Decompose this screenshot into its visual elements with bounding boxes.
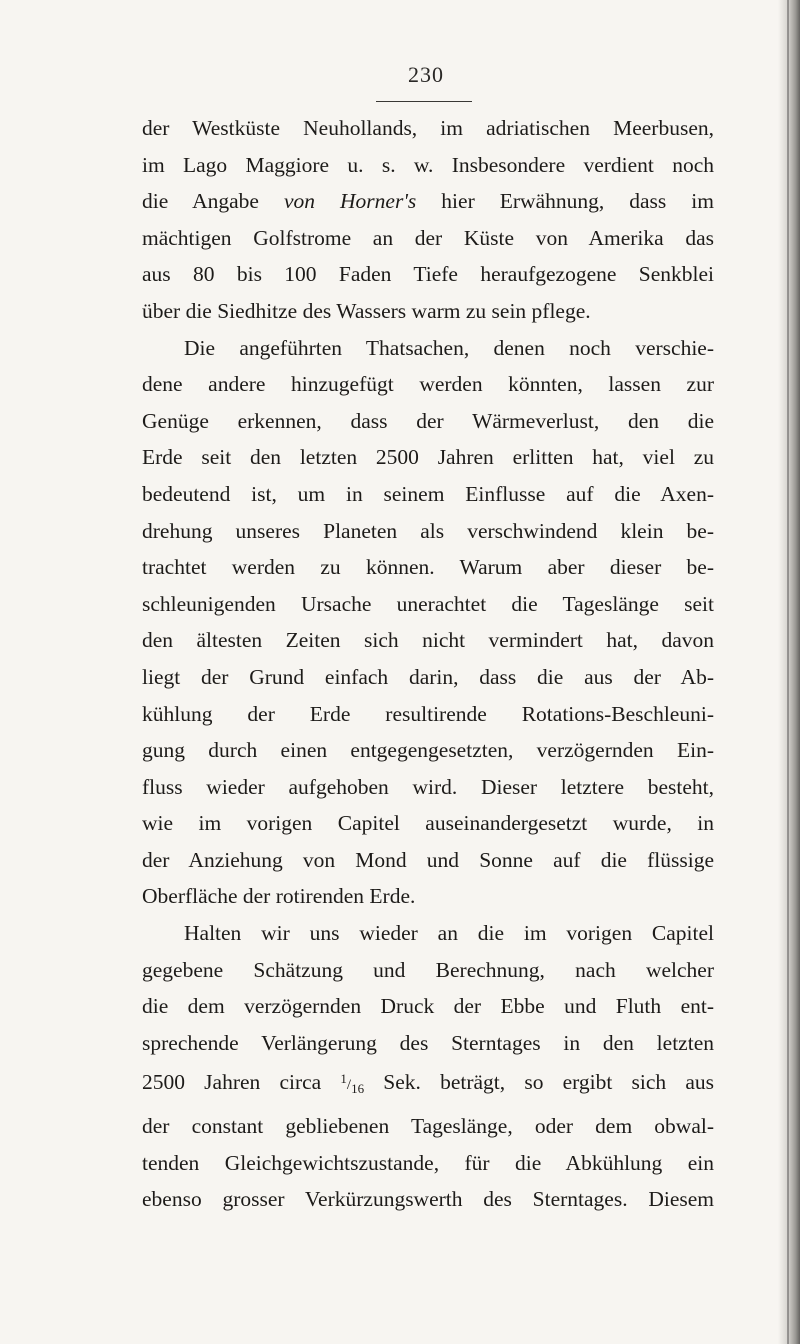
- paragraph-2: [142, 330, 714, 916]
- text-line: Oberfläche der rotirenden Erde.: [142, 884, 416, 909]
- fraction-numerator: 1: [340, 1071, 347, 1087]
- text-line: dene andere hinzugefügt werden könnten, lassen zur: [142, 372, 714, 397]
- paragraph-3: [142, 915, 714, 1218]
- text-line: die dem verzögernden Druck der Ebbe und Fluth ent-: [142, 994, 714, 1019]
- text-line: wie im vorigen Capitel auseinandergesetzt wurde, in: [142, 811, 714, 836]
- text-line-with-fraction: [142, 1061, 714, 1108]
- text-line: Halten wir uns wieder an die im vorigen Capitel: [184, 921, 714, 946]
- text-line: bedeutend ist, um in seinem Einflusse auf die Axen-: [142, 481, 714, 506]
- text-line: tenden Gleichgewichtszustande, für die Abkühlung ein: [142, 1150, 714, 1175]
- text-line: fluss wieder aufgehoben wird. Dieser letztere besteht,: [142, 774, 714, 799]
- page-edge-shadow: [778, 0, 800, 1344]
- text-line: der Anziehung von Mond und Sonne auf die flüssige: [142, 847, 714, 872]
- page-edge-line: [787, 0, 789, 1344]
- text-line: über die Siedhitze des Wassers warm zu sein pflege.: [142, 298, 591, 323]
- text-line: trachtet werden zu können. Warum aber dieser be-: [142, 555, 714, 580]
- line-suffix: Sek. beträgt, so ergibt sich aus: [383, 1070, 715, 1095]
- text-line: Die angeführten Thatsachen, denen noch verschie-: [184, 335, 714, 360]
- fraction-denominator: 16: [351, 1081, 365, 1097]
- body-text: [142, 110, 714, 1218]
- text-line: im Lago Maggiore u. s. w. Insbesondere verdient noch: [142, 152, 714, 177]
- line-prefix: 2500 Jahren circa: [142, 1070, 322, 1095]
- paragraph-1: [142, 110, 714, 330]
- text-line: Erde seit den letzten 2500 Jahren erlitten hat, viel zu: [142, 445, 714, 470]
- text-line: sprechende Verlängerung des Sterntages in den letzten: [142, 1030, 714, 1055]
- text-line: drehung unseres Planeten als verschwindend klein be-: [142, 518, 714, 543]
- italic-author-name: von Horner's: [283, 189, 417, 214]
- page-number: 230: [408, 62, 444, 87]
- fraction: $^1/_{16}$: [340, 1071, 365, 1097]
- text-line: mächtigen Golfstrome an der Küste von Amerika das: [142, 225, 714, 250]
- text-line: den ältesten Zeiten sich nicht vermindert hat, davon: [142, 628, 714, 653]
- text-line: kühlung der Erde resultirende Rotations-Beschleuni-: [142, 701, 714, 726]
- text-line: aus 80 bis 100 Faden Tiefe heraufgezogene Senkblei: [142, 262, 714, 287]
- text-line: der constant gebliebenen Tageslänge, oder dem obwal-: [142, 1114, 714, 1139]
- text-line: gung durch einen entgegengesetzten, verzögernden Ein-: [142, 738, 714, 763]
- text-line: der Westküste Neuhollands, im adriatischen Meerbusen,: [142, 116, 714, 140]
- text-line: liegt der Grund einfach darin, dass die aus der Ab-: [142, 664, 714, 689]
- text-line: gegebene Schätzung und Berechnung, nach welcher: [142, 957, 714, 982]
- text-line: Genüge erkennen, dass der Wärmeverlust, den die: [142, 408, 714, 433]
- header-rule: [376, 101, 472, 102]
- text-line: schleunigenden Ursache unerachtet die Tageslänge seit: [142, 591, 714, 616]
- text-line: ebenso grosser Verkürzungswerth des Sterntages. Diesem: [142, 1187, 714, 1212]
- text-line: die Angabe von Horner's hier Erwähnung, dass im: [142, 189, 714, 214]
